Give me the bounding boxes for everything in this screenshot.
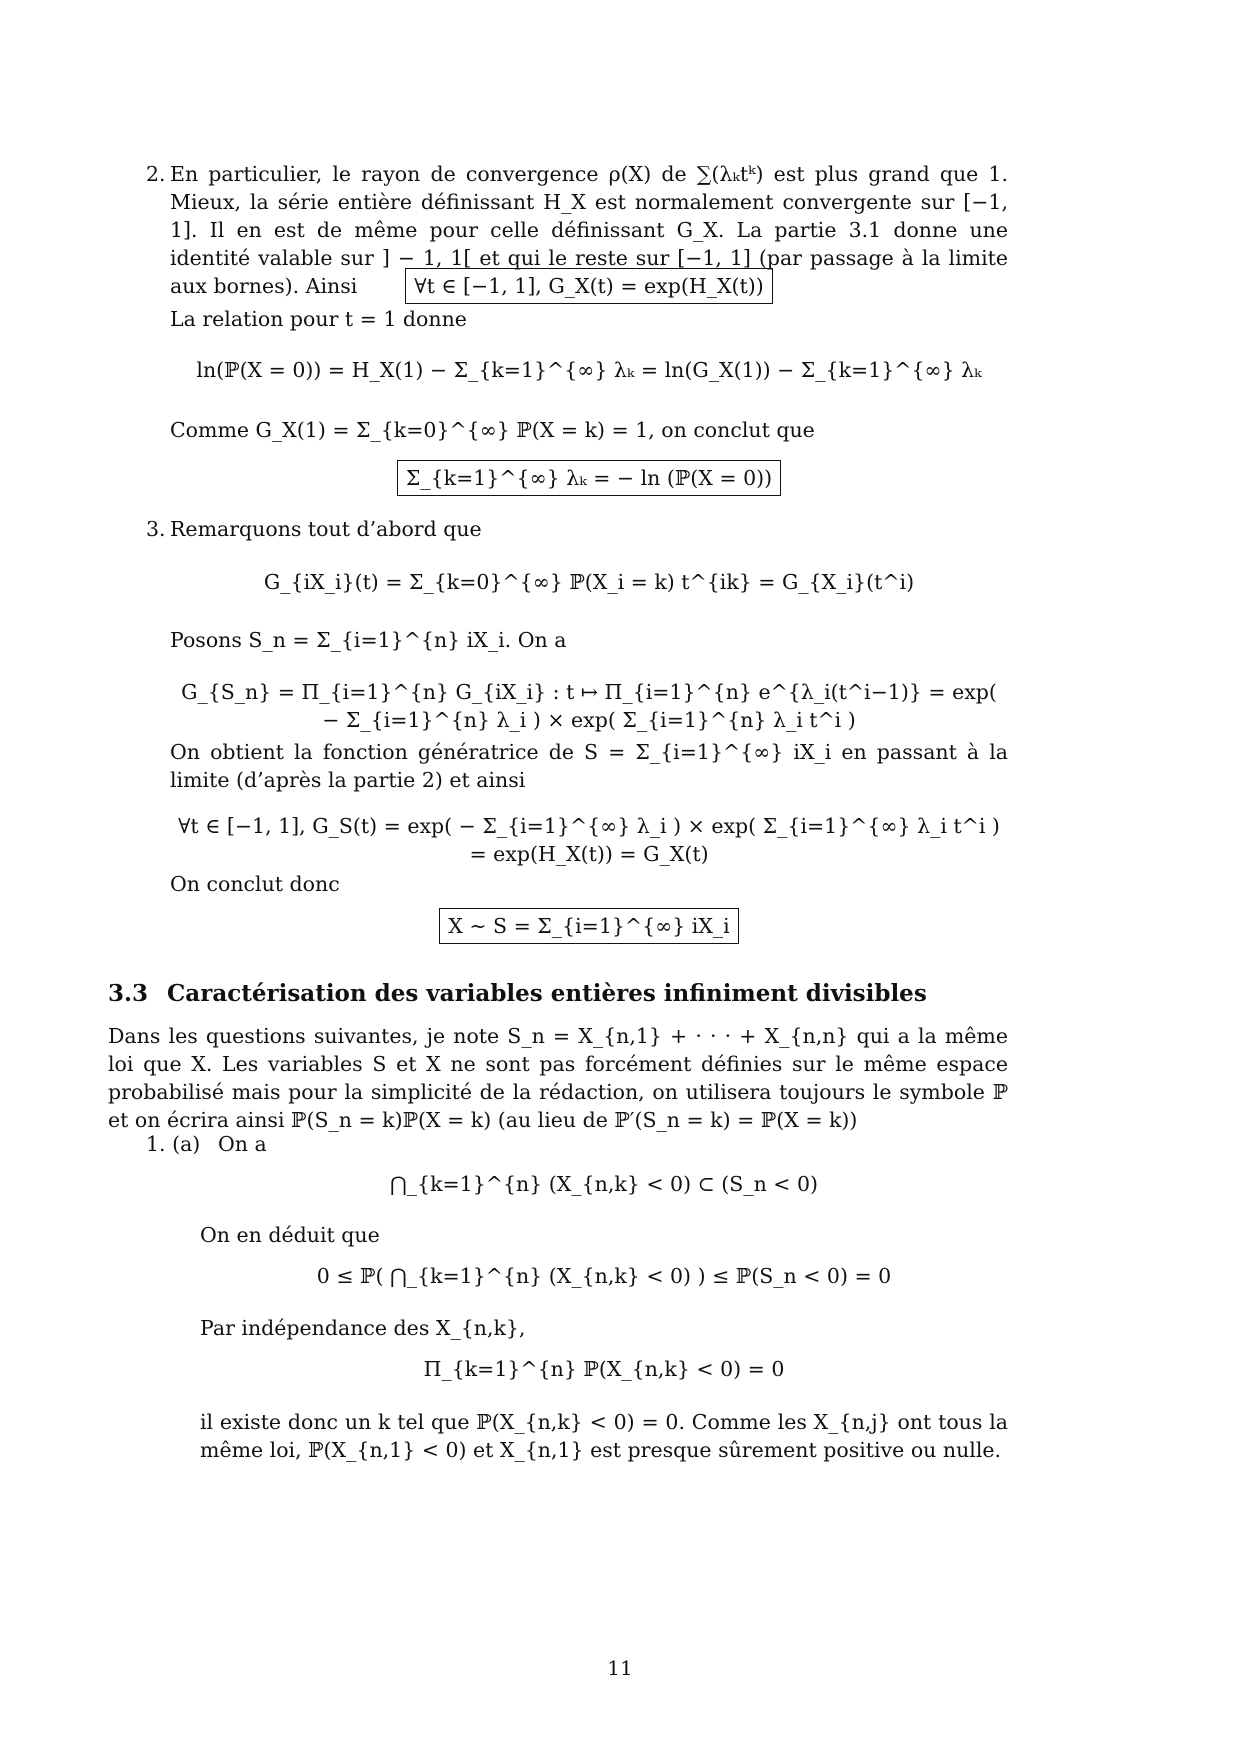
question-1a-intro: On a <box>218 1132 267 1156</box>
question-1a-label: 1. (a) <box>146 1132 201 1156</box>
equation-probability-bound: 0 ≤ ℙ( ⋂_{k=1}^{n} (X_{n,k} < 0) ) ≤ ℙ(S_n < 0) = 0 <box>316 1264 892 1288</box>
boxed-result-2: Σ_{k=1}^{∞} λₖ = − ln (ℙ(X = 0)) <box>397 460 781 496</box>
obtient-paragraph: On obtient la fonction génératrice de S = Σ_{i=1}^{∞} iX_i en passant à la limite (d’après la partie 2) et ainsi <box>170 740 1008 792</box>
section-number: 3.3 <box>108 980 149 1007</box>
boxed-result-3: X ∼ S = Σ_{i=1}^{∞} iX_i <box>439 908 738 944</box>
relation-intro: La relation pour t = 1 donne <box>170 307 467 331</box>
equation-ln-p: ln(ℙ(X = 0)) = H_X(1) − Σ_{k=1}^{∞} λₖ = ln(G_X(1)) − Σ_{k=1}^{∞} λₖ <box>196 358 982 382</box>
item-3-intro: Remarquons tout d’abord que <box>170 517 482 541</box>
conclut-line: On conclut donc <box>170 872 340 896</box>
item-2-paragraph: En particulier, le rayon de convergence ρ(X) de ∑(λₖtᵏ) est plus grand que 1. Mieux, la série entière définissant H_X est normalement convergente sur [−1, 1]. Il en est de même pour celle définissant G_X. La partie 3.1 donne une identité valable sur ] − 1, 1[ et qui le reste sur [−1, 1] (par passage à la limite aux bornes). Ainsi <box>170 162 1008 298</box>
equation-g-ixi: G_{iX_i}(t) = Σ_{k=0}^{∞} ℙ(X_i = k) t^{ik} = G_{X_i}(t^i) <box>263 570 915 594</box>
comme-line: Comme G_X(1) = Σ_{k=0}^{∞} ℙ(X = k) = 1, on conclut que <box>170 418 815 442</box>
boxed-result-3-wrap <box>170 908 1008 944</box>
equation-g-sn: G_{S_n} = Π_{i=1}^{n} G_{iX_i} : t ↦ Π_{i=1}^{n} e^{λ_i(t^i−1)} = exp( − Σ_{i=1}^{n} λ_i ) × exp( Σ_{i=1}^{n} λ_i t^i ) <box>181 680 997 732</box>
posons-line: Posons S_n = Σ_{i=1}^{n} iX_i. On a <box>170 628 567 652</box>
equation-intersection: ⋂_{k=1}^{n} (X_{n,k} < 0) ⊂ (S_n < 0) <box>389 1172 819 1196</box>
page-number: 11 <box>607 1656 633 1680</box>
section-title: Caractérisation des variables entières infiniment divisibles <box>167 980 927 1007</box>
boxed-result-1: ∀t ∈ [−1, 1], G_X(t) = exp(H_X(t)) <box>405 268 773 304</box>
deduit-line: On en déduit que <box>200 1223 380 1247</box>
item-3-number: 3. <box>146 517 166 541</box>
equation-g-s: ∀t ∈ [−1, 1], G_S(t) = exp( − Σ_{i=1}^{∞} λ_i ) × exp( Σ_{i=1}^{∞} λ_i t^i ) = exp(H_X(t)) = G_X(t) <box>178 814 1000 866</box>
independance-line: Par indépendance des X_{n,k}, <box>200 1316 526 1340</box>
boxed-result-1-wrap <box>170 268 1008 304</box>
item-2-number: 2. <box>146 162 166 186</box>
boxed-result-2-wrap <box>170 460 1008 496</box>
final-paragraph: il existe donc un k tel que ℙ(X_{n,k} < 0) = 0. Comme les X_{n,j} ont tous la même loi, ℙ(X_{n,1} < 0) et X_{n,1} est presque sûrement positive ou nulle. <box>200 1410 1008 1462</box>
equation-product: Π_{k=1}^{n} ℙ(X_{n,k} < 0) = 0 <box>423 1357 785 1381</box>
section-paragraph: Dans les questions suivantes, je note S_n = X_{n,1} + · · · + X_{n,n} qui a la même loi que X. Les variables S et X ne sont pas forcément définies sur le même espace probabilisé mais pour la simplicité de la rédaction, on utilisera toujours le symbole ℙ et on écrira ainsi ℙ(S_n = k)ℙ(X = k) (au lieu de ℙ′(S_n = k) = ℙ(X = k)) <box>108 1024 1008 1132</box>
